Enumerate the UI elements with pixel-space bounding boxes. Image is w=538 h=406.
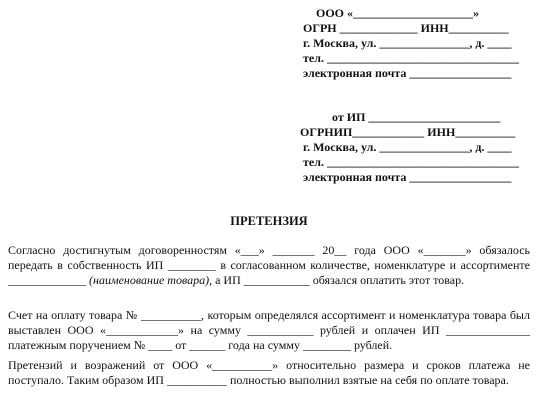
- recipient-address: г. Москва, ул. _______________, д. ____: [303, 36, 512, 50]
- paragraph-2: Счет на оплату товара № __________, которым определялся ассортимент и номенклатура товара был выставлен ООО «____________» на сумму ___________ рублей и оплачен ИП ______________ платежным поручением № ____ от ______ года на сумму ________ рублей.: [8, 308, 530, 353]
- paragraph-1-italic: (наименование товара): [89, 273, 210, 288]
- recipient-org: ООО «____________________»: [316, 6, 480, 20]
- paragraph-3: Претензий и возражений от ООО «__________» относительно размера и сроков платежа не поступало. Таким образом ИП __________ полностью выполнил взятые на себя по оплате товара.: [8, 358, 530, 388]
- recipient-email: электронная почта _________________: [303, 66, 512, 80]
- sender-address: г. Москва, ул. _______________, д. ____: [303, 140, 512, 154]
- sender-email: электронная почта _________________: [303, 170, 512, 184]
- paragraph-1-start: Согласно достигнутым договоренностям «___» _______ 20__ года ООО «_______» обязалось передать в собственность ИП ________ в согласованном количестве, номенклатуре и ассортименте _____________: [8, 243, 530, 288]
- sender-name: от ИП ______________________: [332, 110, 501, 124]
- sender-phone: тел. ________________________________: [303, 155, 519, 169]
- recipient-phone: тел. ________________________________: [303, 51, 519, 65]
- recipient-ogrn-inn: ОГРН _____________ ИНН__________: [303, 21, 509, 35]
- document-title: ПРЕТЕНЗИЯ: [230, 214, 308, 228]
- paragraph-1: [8, 243, 530, 289]
- paragraph-1-end: , а ИП ___________ обязался оплатить этот товар.: [209, 273, 465, 288]
- sender-ogrnip-inn: ОГРНИП____________ ИНН__________: [300, 125, 516, 139]
